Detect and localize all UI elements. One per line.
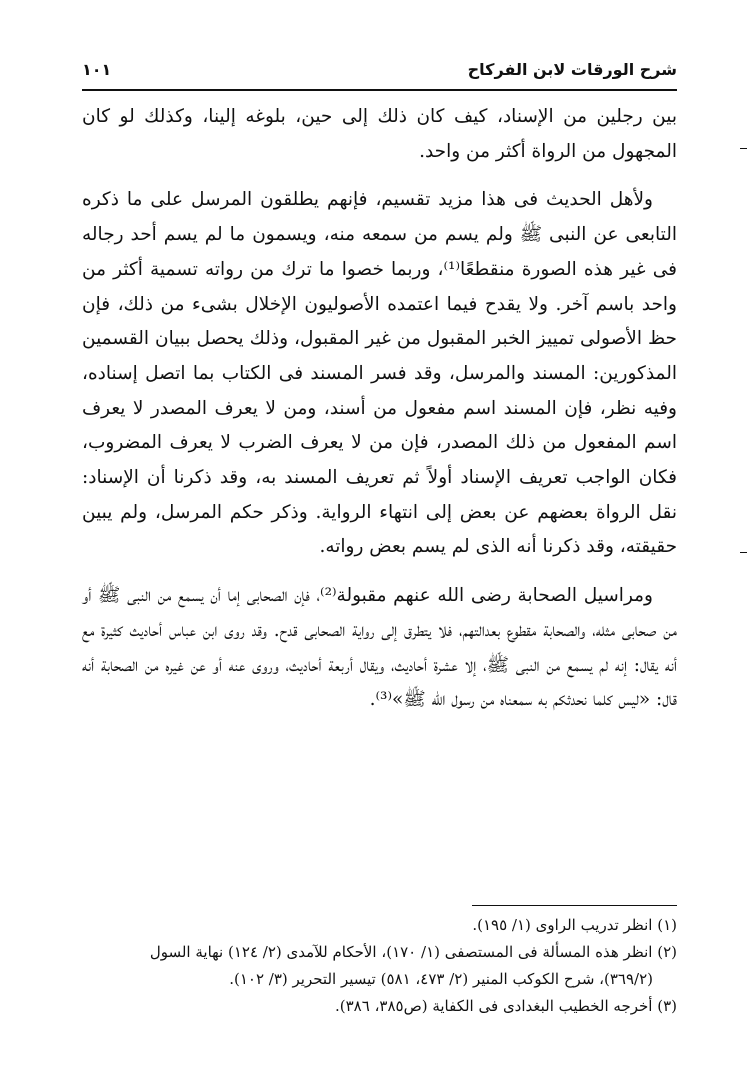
footnote: (١) انظر تدريب الراوى (١/ ١٩٥). — [472, 916, 677, 934]
running-header — [82, 56, 677, 86]
paragraph: ومراسيل الصحابة رضى الله عنهم مقبولة⁽²⁾، فإن الصحابى إما أن يسمع من النبى ﷺ أو من صحابى مثله، والصحابة مقطوع بعدالتهم، فلا يتطرق إلى رواية الصحابى قدح. وقد روى ابن عباس أحاديث كثيرة مع أنه يقال: إنه لم يسمع من النبى ﷺ، إلا عشرة أحاديث، ويقال أربعة أحاديث، وروى عنه أو عن غيره من الصحابة أنه قال: «ليس كلما نحدثكم به سمعناه من رسول الله ﷺ»⁽³⁾. — [82, 585, 677, 711]
header-rule — [82, 89, 677, 91]
paragraph: بين رجلين من الإسناد، كيف كان ذلك إلى حين، بلوغه إلينا، وكذلك لو كان المجهول من الرواة أكثر من واحد. — [82, 106, 677, 162]
page-number: ١٠١ — [82, 60, 112, 79]
paragraph: ولأهل الحديث فى هذا مزيد تقسيم، فإنهم يطلقون المرسل على ما ذكره التابعى عن النبى ﷺ ولم يسم من سمعه منه، ويسمون ما لم يسم أحد رجاله فى غير هذه الصورة منقطعًا⁽¹⁾، وربما خصوا ما ترك من رواته تسمية أكثر من واحد باسم آخر. ولا يقدح فيما اعتمده الأصوليون الإخلال بشىء من ذلك، فإن حظ الأصولى تمييز الخبر المقبول من غير المقبول، وذلك يحصل ببيان القسمين المذكورين: المسند والمرسل، وقد فسر المسند فى الكتاب بما اتصل إسناده، وفيه نظر، فإن المسند اسم مفعول من أسند، ومن لا يعرف المصدر لا يعرف اسم المفعول من ذلك المصدر، فإن من لا يعرف الضرب لا يعرف المضروب، فكان الواجب تعريف الإسناد أولاً ثم تعريف المسند به، وقد ذكرنا أن الإسناد: نقل الرواة بعضهم عن بعض إلى انتهاء الرواية. وذكر حكم المرسل، ولم يبين حقيقته، وقد ذكرنا أنه الذى لم يسم بعض رواته. — [82, 189, 678, 558]
margin-mark — [740, 552, 747, 553]
footnote: (٣) أخرجه الخطيب البغدادى فى الكفاية (ص٣٨٥، ٣٨٦). — [335, 997, 677, 1015]
footnote: (٢) انظر هذه المسألة فى المستصفى (١/ ١٧٠)، الأحكام للآمدى (٢/ ١٢٤) نهاية السول — [149, 943, 677, 961]
footnotes — [82, 912, 677, 1020]
margin-mark — [740, 148, 747, 149]
footnote-separator — [472, 905, 677, 906]
main-text — [82, 100, 677, 718]
running-title: شرح الورقات لابن الفركاح — [467, 60, 677, 79]
footnote-continuation: (٣٦٩/٢)، شرح الكوكب المنير (٢/ ٤٧٣، ٥٨١) تيسير التحرير (٣/ ١٠٢). — [229, 970, 653, 988]
